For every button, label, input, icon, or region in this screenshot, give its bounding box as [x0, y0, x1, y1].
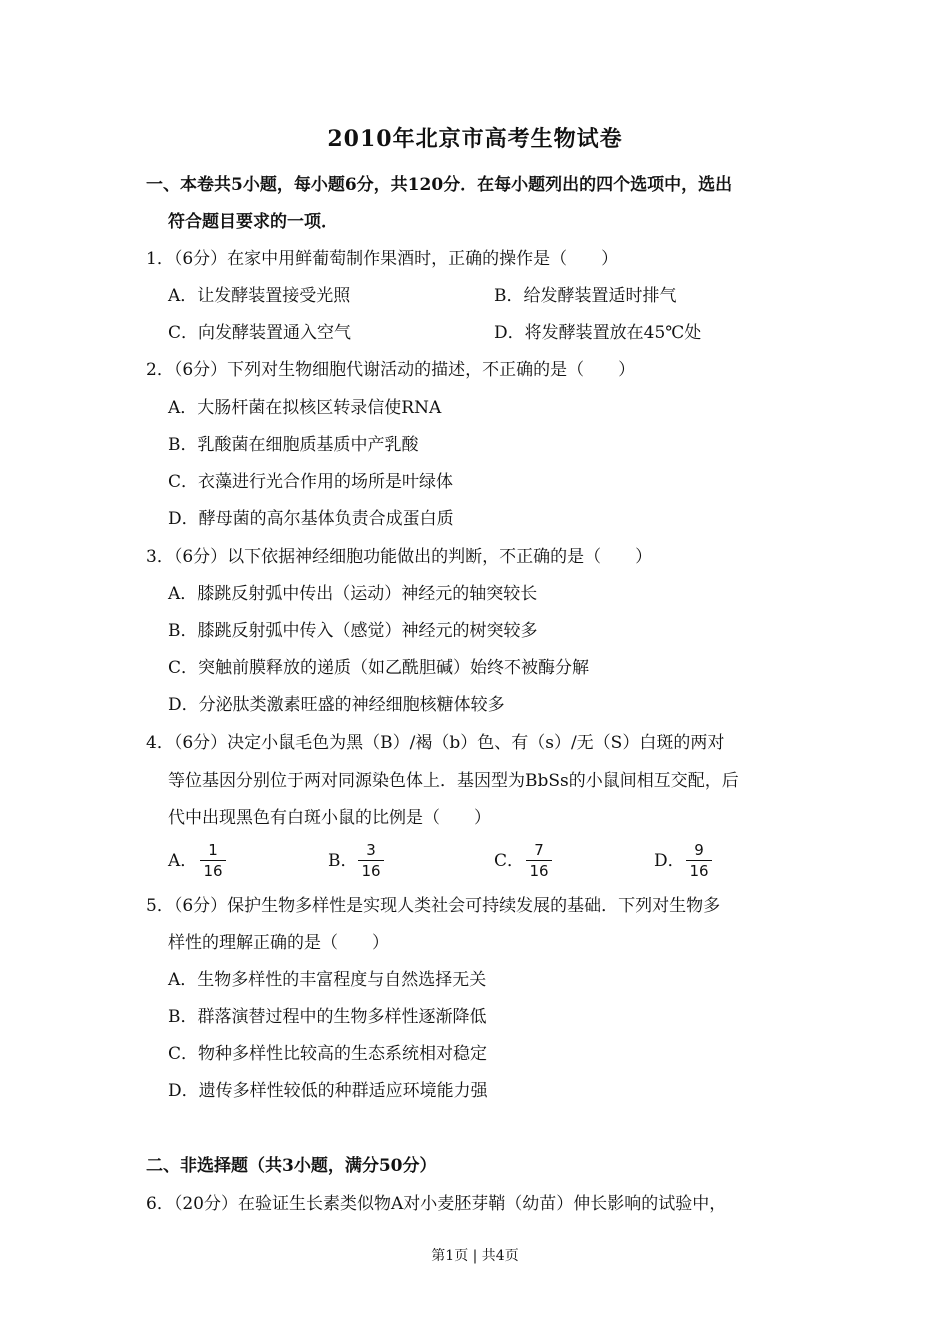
q4-stem-line2: 等位基因分别位于两对同源染色体上．基因型为BbSs的小鼠间相互交配，后: [168, 771, 739, 791]
q4-stem-line1: 4．（6分）决定小鼠毛色为黑（B）/褐（b）色、有（s）/无（S）白斑的两对: [146, 733, 725, 753]
section1-heading-line1: 一、本卷共5小题，每小题6分，共120分．在每小题列出的四个选项中，选出: [146, 175, 733, 195]
q2-option-d: D．酵母菌的高尔基体负责合成蛋白质: [168, 509, 454, 529]
q2-option-b: B．乳酸菌在细胞质基质中产乳酸: [168, 435, 419, 455]
q5-stem-line2: 样性的理解正确的是（ ）: [168, 933, 389, 953]
q4-option-a-denominator: 16: [203, 862, 223, 881]
q5-option-a: A．生物多样性的丰富程度与自然选择无关: [168, 970, 487, 990]
q2-option-a: A．大肠杆菌在拟核区转录信使RNA: [168, 398, 442, 418]
q4-option-d-denominator: 16: [689, 862, 709, 881]
q1-option-a: A．让发酵装置接受光照: [168, 286, 351, 306]
q1-option-c: C．向发酵装置通入空气: [168, 323, 352, 343]
q1-stem: 1．（6分）在家中用鲜葡萄制作果酒时，正确的操作是（ ）: [146, 249, 619, 269]
q2-option-c: C．衣藻进行光合作用的场所是叶绿体: [168, 472, 454, 492]
q4-option-b-numerator: 3: [366, 841, 376, 859]
q4-option-d-numerator: 9: [694, 841, 704, 859]
q6-stem: 6．（20分）在验证生长素类似物A对小麦胚芽鞘（幼苗）伸长影响的试验中，: [146, 1194, 727, 1214]
q5-option-b: B．群落演替过程中的生物多样性逐渐降低: [168, 1007, 487, 1027]
q4-option-c-label: C．: [494, 851, 525, 871]
q4-option-c-fraction: [526, 842, 552, 879]
q4-option-d-fraction: [686, 842, 712, 879]
q2-stem: 2．（6分）下列对生物细胞代谢活动的描述，不正确的是（ ）: [146, 360, 636, 380]
q4-option-a-numerator: 1: [208, 841, 218, 859]
page-footer: 第1页 | 共4页: [431, 1248, 519, 1264]
q3-option-c: C．突触前膜释放的递质（如乙酰胆碱）始终不被酶分解: [168, 658, 590, 678]
q4-option-b-label: B．: [328, 851, 358, 871]
section2-heading: 二、非选择题（共3小题，满分50分）: [146, 1156, 437, 1176]
q5-stem-line1: 5．（6分）保护生物多样性是实现人类社会可持续发展的基础．下列对生物多: [146, 896, 721, 916]
q5-option-c: C．物种多样性比较高的生态系统相对稳定: [168, 1044, 488, 1064]
q3-option-b: B．膝跳反射弧中传入（感觉）神经元的树突较多: [168, 621, 538, 641]
q5-option-d: D．遗传多样性较低的种群适应环境能力强: [168, 1081, 488, 1101]
q3-option-a: A．膝跳反射弧中传出（运动）神经元的轴突较长: [168, 584, 538, 604]
q4-option-d-label: D．: [654, 851, 685, 871]
q4-option-a-label: A．: [168, 851, 198, 871]
q4-option-a-fraction: [200, 842, 226, 879]
q1-option-b: B．给发酵装置适时排气: [494, 286, 677, 306]
section1-heading-line2: 符合题目要求的一项．: [168, 212, 338, 232]
q3-stem: 3．（6分）以下依据神经细胞功能做出的判断，不正确的是（ ）: [146, 547, 653, 567]
q3-option-d: D．分泌肽类激素旺盛的神经细胞核糖体较多: [168, 695, 505, 715]
q4-option-b-denominator: 16: [361, 862, 381, 881]
q4-option-b-fraction: [358, 842, 384, 879]
page-title: 2010年北京市高考生物试卷: [327, 126, 623, 152]
q1-option-d: D．将发酵装置放在45℃处: [494, 323, 702, 343]
q4-option-c-denominator: 16: [529, 862, 549, 881]
q4-option-c-numerator: 7: [534, 841, 544, 859]
q4-stem-line3: 代中出现黑色有白斑小鼠的比例是（ ）: [168, 808, 491, 828]
